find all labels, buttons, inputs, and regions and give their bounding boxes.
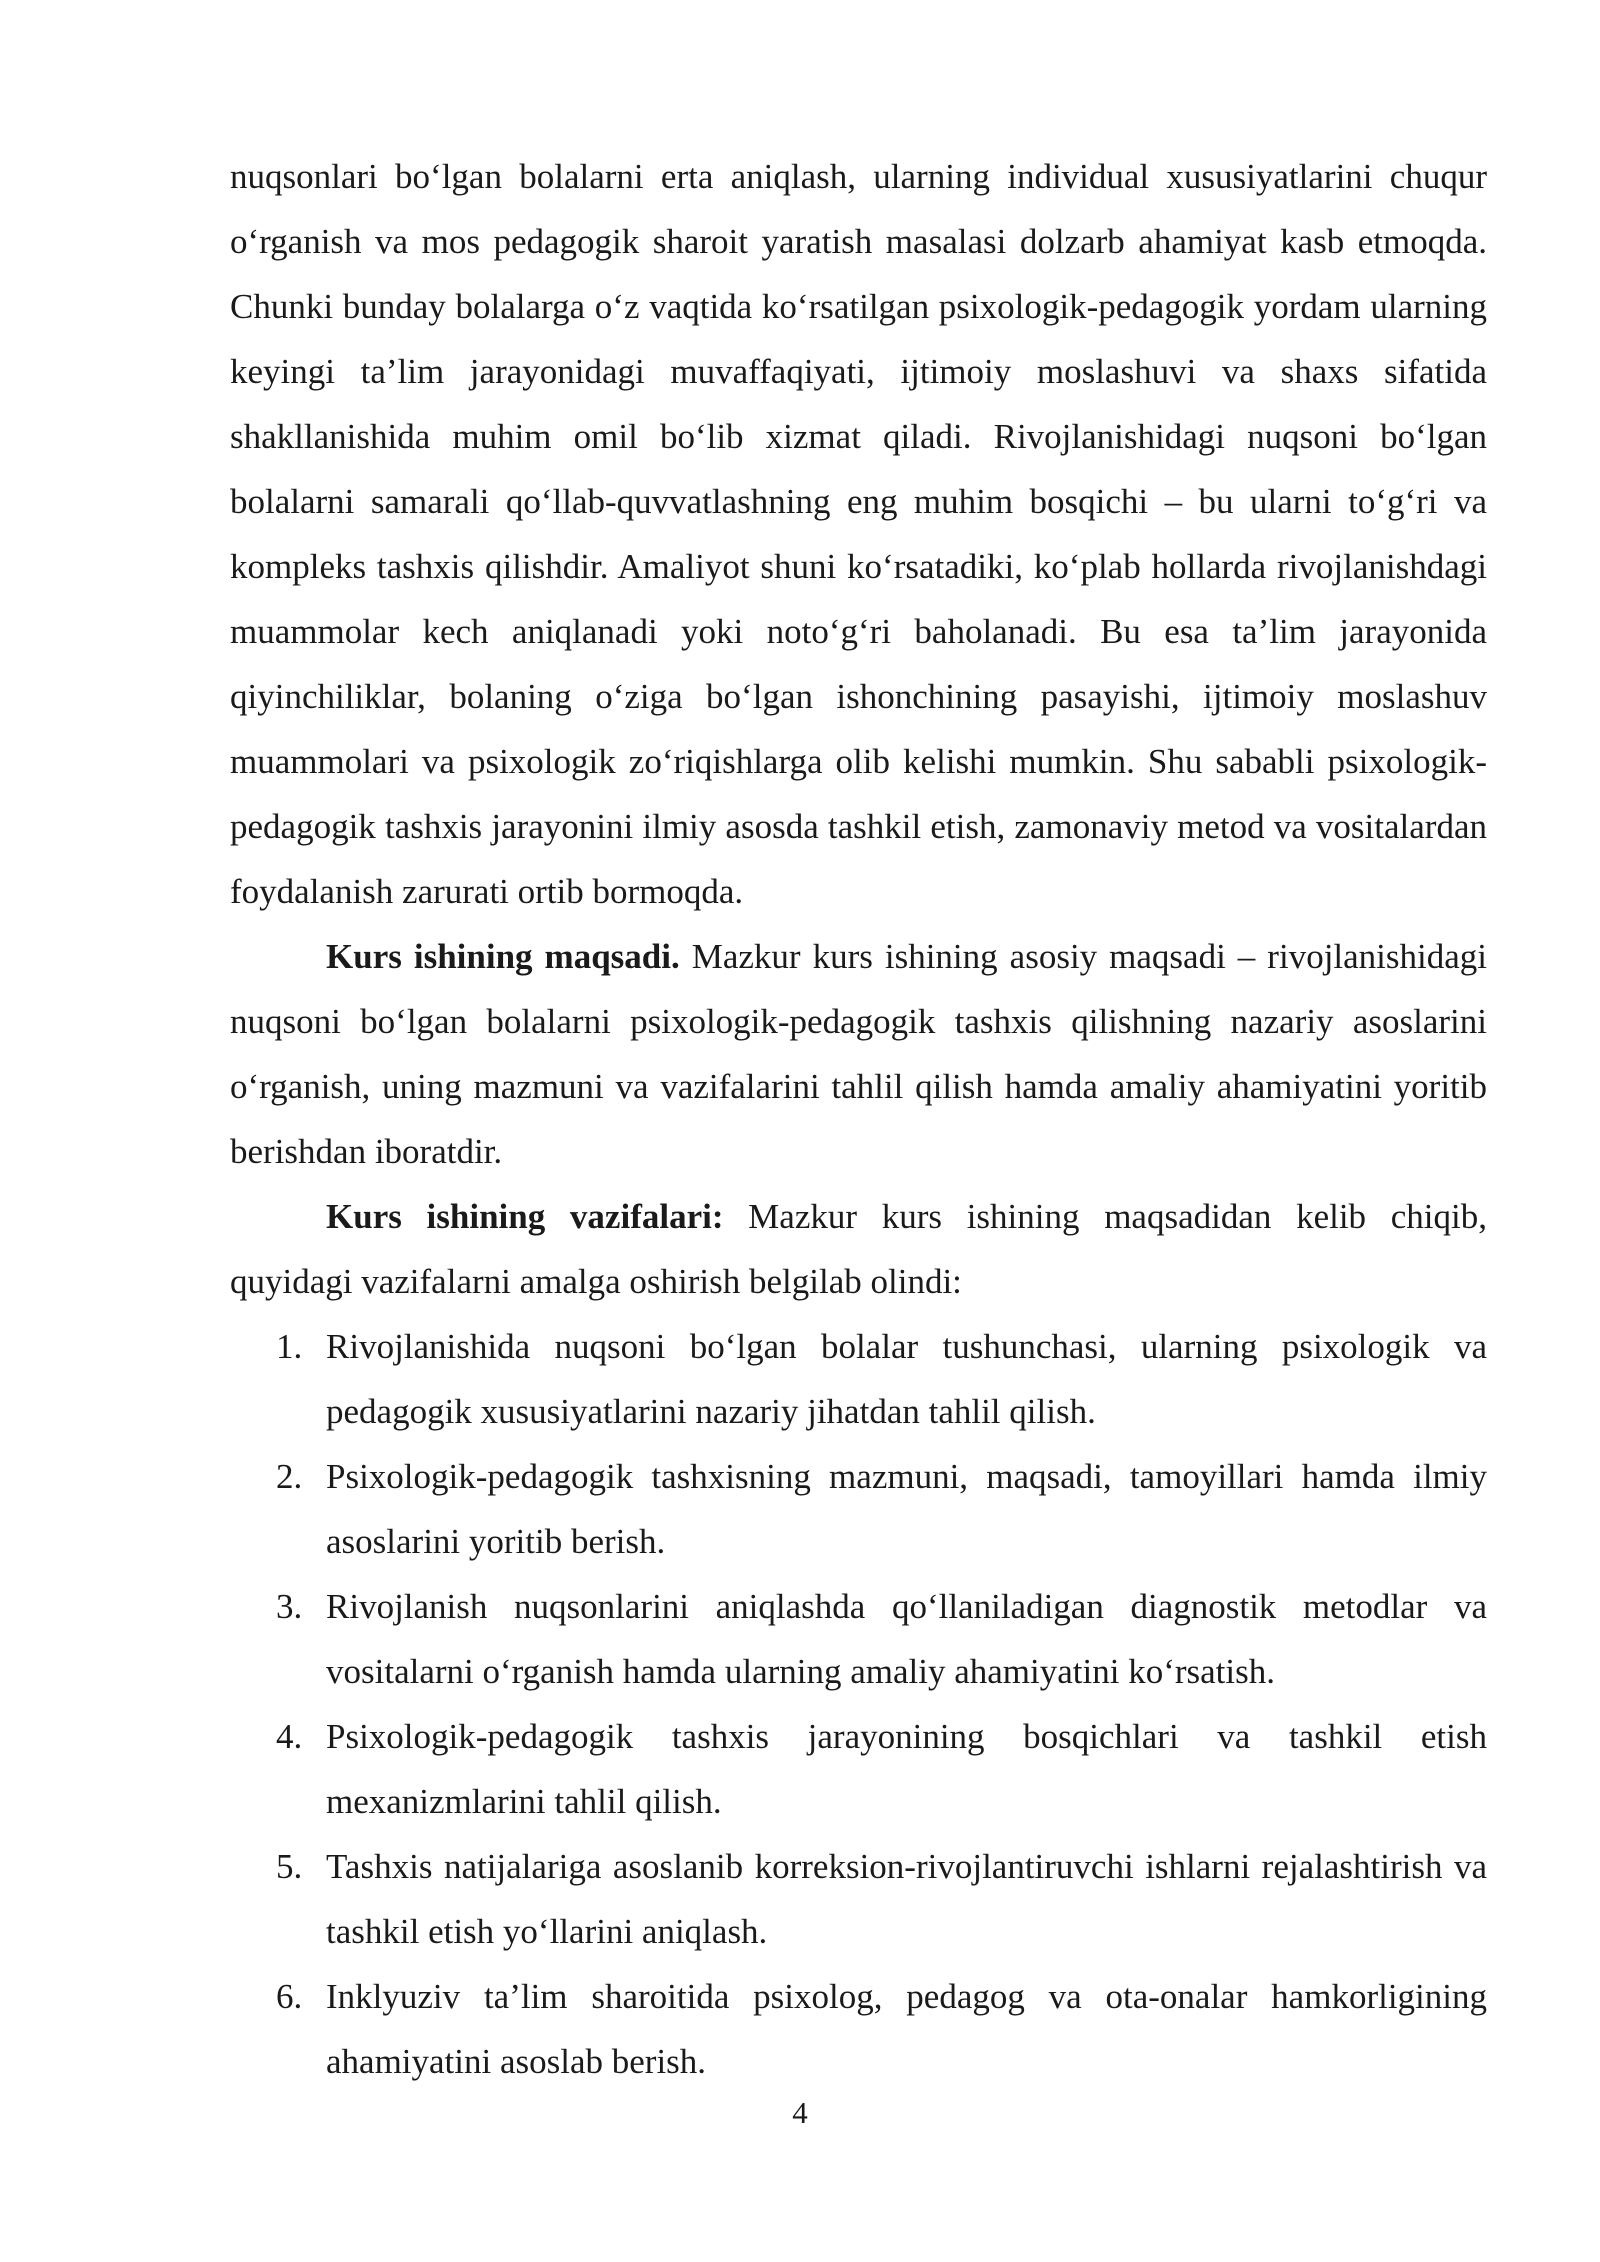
list-item bbox=[230, 1574, 1487, 1704]
list-item-text: Tashxis natijalariga asoslanib korreksion-rivojlantiruvchi ishlarni rejalashtirish va tashkil etish yo‘llarini aniqlash. bbox=[326, 1847, 1487, 1951]
list-item-number: 2. bbox=[276, 1457, 303, 1496]
list-item-text: Psixologik-pedagogik tashxisning mazmuni, maqsadi, tamoyillari hamda ilmiy asoslarini yoritib berish. bbox=[326, 1457, 1487, 1561]
list-item bbox=[230, 1314, 1487, 1444]
list-item-number: 3. bbox=[276, 1587, 303, 1626]
list-item-text: Psixologik-pedagogik tashxis jarayonining bosqichlari va tashkil etish mexanizmlarini tahlil qilish. bbox=[326, 1717, 1487, 1821]
document-page bbox=[230, 144, 1487, 2094]
list-item-text: Rivojlanishida nuqsoni bo‘lgan bolalar tushunchasi, ularning psixologik va pedagogik xususiyatlarini nazariy jihatdan tahlil qilish. bbox=[326, 1327, 1487, 1431]
list-item bbox=[230, 1964, 1487, 2094]
intro-paragraph: nuqsonlari bo‘lgan bolalarni erta aniqlash, ularning individual xususiyatlarini chuqur o‘rganish va mos pedagogik sharoit yaratish masalasi dolzarb ahamiyat kasb etmoqda. Chunki bunday bolalarga o‘z vaqtida ko‘rsatilgan psixologik-pedagogik yordam ularning keyingi ta’lim jarayonidagi muvaffaqiyati, ijtimoiy moslashuvi va shaxs sifatida shakllanishida muhim omil bo‘lib xizmat qiladi. Rivojlanishidagi nuqsoni bo‘lgan bolalarni samarali qo‘llab-quvvatlashning eng muhim bosqichi – bu ularni to‘g‘ri va kompleks tashxis qilishdir. Amaliyot shuni ko‘rsatadiki, ko‘plab hollarda rivojlanishdagi muammolar kech aniqlanadi yoki noto‘g‘ri baholanadi. Bu esa ta’lim jarayonida qiyinchiliklar, bolaning o‘ziga bo‘lgan ishonchining pasayishi, ijtimoiy moslashuv muammolari va psixologik zo‘riqishlarga olib kelishi mumkin. Shu sababli psixologik-pedagogik tashxis jarayonini ilmiy asosda tashkil etish, zamonaviy metod va vositalardan foydalanish zarurati ortib bormoqda. bbox=[230, 157, 1487, 911]
list-item-text: Inklyuziv ta’lim sharoitida psixolog, pedagog va ota-onalar hamkorligining ahamiyatini asoslab berish. bbox=[326, 1977, 1487, 2081]
goal-paragraph bbox=[230, 924, 1487, 1184]
list-item-number: 5. bbox=[276, 1847, 303, 1886]
page-number: 4 bbox=[792, 2095, 808, 2130]
list-item-number: 1. bbox=[276, 1327, 303, 1366]
tasks-list bbox=[230, 1314, 1487, 2094]
tasks-paragraph bbox=[230, 1184, 1487, 1314]
tasks-heading: Kurs ishining vazifalari: bbox=[326, 1197, 724, 1236]
list-item bbox=[230, 1444, 1487, 1574]
tasks-text: Mazkur kurs ishining maqsadidan kelib chiqib, quyidagi vazifalarni amalga oshirish belgilab olindi: bbox=[230, 1197, 1487, 1301]
list-item bbox=[230, 1704, 1487, 1834]
list-item-text: Rivojlanish nuqsonlarini aniqlashda qo‘llaniladigan diagnostik metodlar va vositalarni o‘rganish hamda ularning amaliy ahamiyatini ko‘rsatish. bbox=[326, 1587, 1487, 1691]
goal-text: Mazkur kurs ishining asosiy maqsadi – rivojlanishidagi nuqsoni bo‘lgan bolalarni psixologik-pedagogik tashxis qilishning nazariy asoslarini o‘rganish, uning mazmuni va vazifalarini tahlil qilish hamda amaliy ahamiyatini yoritib berishdan iboratdir. bbox=[230, 937, 1488, 1171]
list-item-number: 6. bbox=[276, 1977, 303, 2016]
list-item-number: 4. bbox=[276, 1717, 303, 1756]
list-item bbox=[230, 1834, 1487, 1964]
goal-heading: Kurs ishining maqsadi. bbox=[326, 937, 680, 976]
